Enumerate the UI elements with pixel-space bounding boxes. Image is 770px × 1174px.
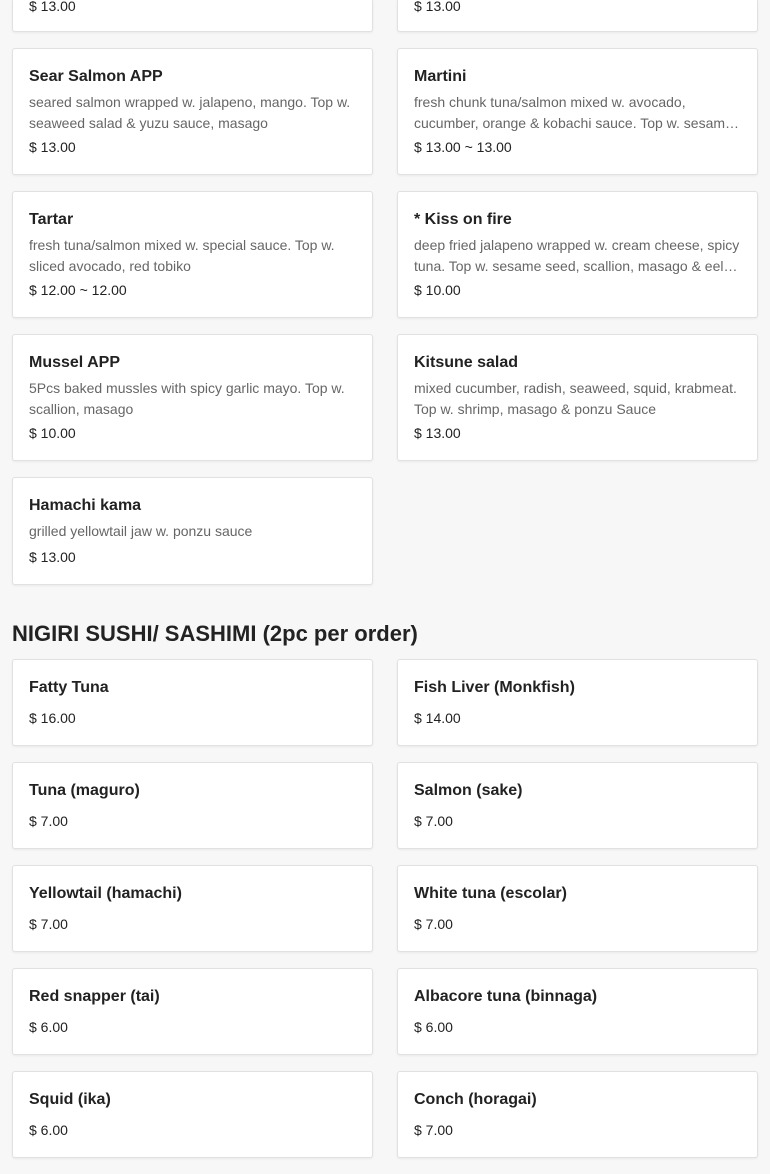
item-description: mixed cucumber, radish, seaweed, squid, krabmeat. Top w. shrimp, masago & ponzu Sauce (414, 380, 737, 417)
item-description: grilled yellowtail jaw w. ponzu sauce (29, 523, 253, 539)
item-name: Martini (414, 68, 467, 85)
item-name: Yellowtail (hamachi) (29, 885, 182, 902)
item-price: $ 7.00 (414, 813, 453, 829)
item-name: Conch (horagai) (414, 1091, 537, 1108)
item-price: $ 16.00 (29, 710, 76, 726)
item-name: Fatty Tuna (29, 679, 109, 696)
item-price: $ 6.00 (29, 1122, 68, 1138)
menu-item-card[interactable] (397, 968, 758, 1055)
item-name: Mussel APP (29, 354, 120, 371)
item-price: $ 13.00 (29, 0, 76, 14)
item-price: $ 7.00 (414, 916, 453, 932)
item-name: Tuna (maguro) (29, 782, 140, 799)
item-name: Fish Liver (Monkfish) (414, 679, 575, 696)
menu-item-card[interactable] (12, 659, 373, 746)
item-price: $ 12.00 ~ 12.00 (29, 282, 127, 298)
item-name: Salmon (sake) (414, 782, 523, 799)
item-name: White tuna (escolar) (414, 885, 567, 902)
item-price: $ 6.00 (29, 1019, 68, 1035)
item-description: fresh chunk tuna/salmon mixed w. avocado, cucumber, orange & kobachi sauce. Top w. sesame (414, 94, 733, 131)
menu-item-card[interactable] (397, 334, 758, 461)
menu-item-card[interactable] (12, 334, 373, 461)
item-name: Sear Salmon APP (29, 68, 163, 85)
item-price: $ 13.00 (414, 425, 461, 441)
item-name: Kitsune salad (414, 354, 519, 371)
item-price: $ 13.00 ~ 13.00 (414, 139, 512, 155)
item-price: $ 7.00 (29, 813, 68, 829)
item-name: Tartar (29, 211, 74, 228)
item-description: seared salmon wrapped w. jalapeno, mango. Top w. seaweed salad & yuzu sauce, masago (29, 94, 351, 131)
menu-item-card[interactable] (12, 0, 373, 32)
item-price: $ 13.00 (414, 0, 461, 14)
item-description: 5Pcs baked mussles with spicy garlic mayo. Top w. scallion, masago (29, 380, 345, 417)
item-price: $ 13.00 (29, 139, 76, 155)
item-price: $ 7.00 (29, 916, 68, 932)
item-description: fresh tuna/salmon mixed w. special sauce. Top w. sliced avocado, red tobiko (29, 237, 335, 274)
menu-item-card[interactable] (397, 659, 758, 746)
nigiri-grid (12, 659, 758, 1174)
item-price: $ 6.00 (414, 1019, 453, 1035)
menu-item-card[interactable] (397, 191, 758, 318)
menu-item-card[interactable] (12, 1071, 373, 1158)
menu-item-card[interactable] (397, 0, 758, 32)
menu-item-card[interactable] (12, 191, 373, 318)
item-name: Red snapper (tai) (29, 988, 160, 1005)
section-title-nigiri: NIGIRI SUSHI/ SASHIMI (2pc per order) (12, 621, 418, 646)
item-price: $ 10.00 (29, 425, 76, 441)
menu-item-card[interactable] (12, 762, 373, 849)
item-name: Albacore tuna (binnaga) (414, 988, 598, 1005)
menu-item-card[interactable] (397, 865, 758, 952)
item-price: $ 14.00 (414, 710, 461, 726)
item-name: Hamachi kama (29, 497, 142, 514)
menu-item-card[interactable] (397, 1071, 758, 1158)
item-price: $ 7.00 (414, 1122, 453, 1138)
menu-item-card[interactable] (12, 477, 373, 585)
menu-item-card[interactable] (397, 762, 758, 849)
menu-item-card[interactable] (12, 48, 373, 175)
menu-item-card[interactable] (12, 968, 373, 1055)
item-name: * Kiss on fire (414, 211, 512, 228)
item-price: $ 13.00 (29, 549, 76, 565)
menu-item-card[interactable] (12, 865, 373, 952)
menu-item-card[interactable] (397, 48, 758, 175)
appetizer-grid (12, 48, 758, 585)
item-price: $ 10.00 (414, 282, 461, 298)
item-name: Squid (ika) (29, 1091, 111, 1108)
item-description: deep fried jalapeno wrapped w. cream cheese, spicy tuna. Top w. sesame seed, scallion, masago & eel (414, 237, 740, 274)
appetizer-grid-top (12, 0, 758, 48)
